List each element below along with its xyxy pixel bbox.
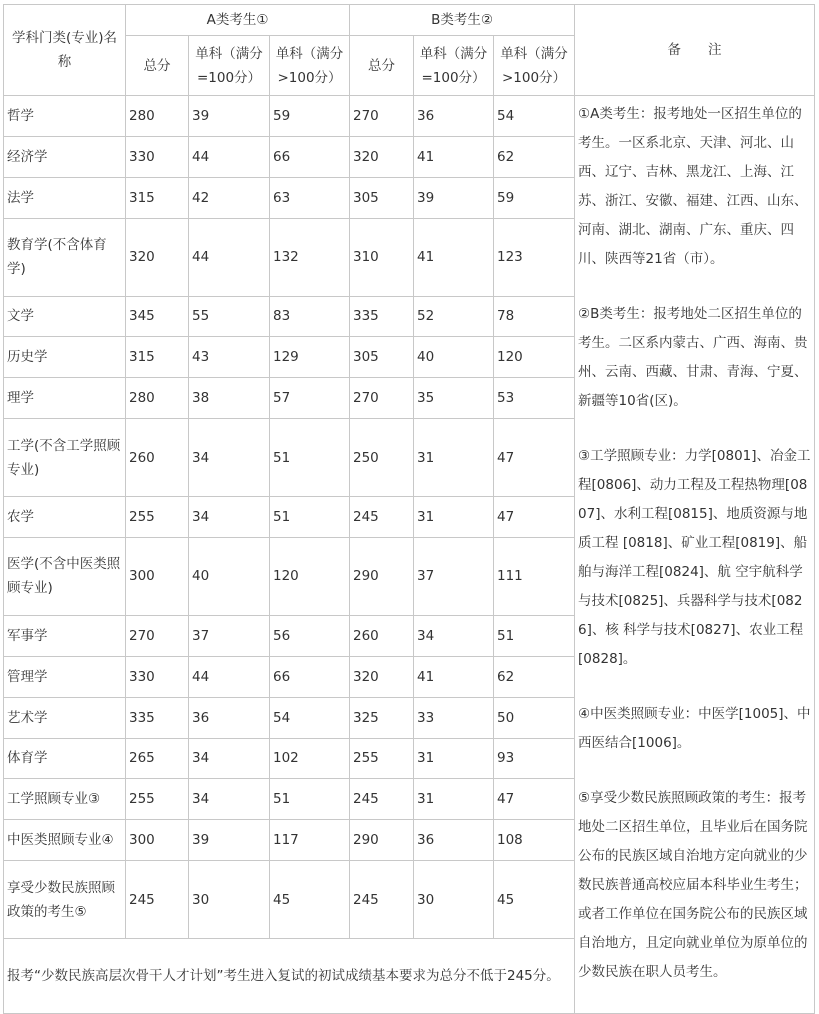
b-single-100-cell: 33 [414,697,494,738]
b-single-100-cell: 37 [414,537,494,615]
a-single-100-cell: 43 [189,337,270,378]
b-total-cell: 245 [350,497,414,538]
a-single-100-cell: 40 [189,537,270,615]
a-single-100-cell: 44 [189,136,270,177]
subject-cell: 工学(不含工学照顾专业) [4,419,126,497]
a-single-gt100-cell: 129 [270,337,350,378]
subject-cell: 教育学(不含体育学) [4,218,126,296]
a-total-cell: 315 [126,337,189,378]
score-table [3,4,815,1014]
subject-cell: 工学照顾专业③ [4,779,126,820]
a-single-gt100-cell: 120 [270,537,350,615]
table-row [4,96,815,137]
b-total-cell: 290 [350,820,414,861]
subject-cell: 医学(不含中医类照顾专业) [4,537,126,615]
remark-note: ③工学照顾专业：力学[0801]、冶金工程[0806]、动力工程及工程热物理[0807]、水利工程[0815]、地质资源与地质工程 [0818]、矿业工程[0819]、船舶与海洋工程[0824]、航 空宇航科学与技术[0825]、兵器科学与技术[0826]、核 科学与技术[0827]、农业工程[0828]。 [578,448,811,667]
b-single-gt100-cell: 53 [494,378,575,419]
a-single-100-cell: 34 [189,738,270,779]
b-total-cell: 260 [350,615,414,656]
header-a-single-100: 单科（满分=100分） [189,36,270,96]
b-total-cell: 245 [350,779,414,820]
a-single-100-cell: 55 [189,296,270,337]
header-subject: 学科门类(专业)名称 [4,5,126,96]
a-single-100-cell: 36 [189,697,270,738]
a-total-cell: 280 [126,96,189,137]
b-single-gt100-cell: 123 [494,218,575,296]
a-single-gt100-cell: 54 [270,697,350,738]
a-single-gt100-cell: 63 [270,177,350,218]
b-single-100-cell: 40 [414,337,494,378]
header-a-total: 总分 [126,36,189,96]
b-single-100-cell: 36 [414,820,494,861]
a-single-100-cell: 30 [189,861,270,939]
b-single-gt100-cell: 59 [494,177,575,218]
b-single-100-cell: 30 [414,861,494,939]
a-single-100-cell: 39 [189,96,270,137]
a-total-cell: 260 [126,419,189,497]
b-total-cell: 245 [350,861,414,939]
b-single-gt100-cell: 93 [494,738,575,779]
b-single-100-cell: 35 [414,378,494,419]
a-single-100-cell: 34 [189,497,270,538]
b-total-cell: 305 [350,337,414,378]
header-b-single-gt100: 单科（满分>100分） [494,36,575,96]
footer-note: 报考“少数民族高层次骨干人才计划”考生进入复试的初试成绩基本要求为总分不低于245分。 [4,939,575,1014]
subject-cell: 经济学 [4,136,126,177]
a-total-cell: 255 [126,779,189,820]
b-total-cell: 270 [350,378,414,419]
b-single-gt100-cell: 111 [494,537,575,615]
a-single-100-cell: 42 [189,177,270,218]
b-total-cell: 290 [350,537,414,615]
a-single-100-cell: 44 [189,218,270,296]
subject-cell: 农学 [4,497,126,538]
header-a-single-gt100: 单科（满分>100分） [270,36,350,96]
subject-cell: 艺术学 [4,697,126,738]
b-single-gt100-cell: 47 [494,497,575,538]
a-single-gt100-cell: 51 [270,779,350,820]
b-total-cell: 305 [350,177,414,218]
a-single-gt100-cell: 66 [270,136,350,177]
remark-note: ④中医类照顾专业：中医学[1005]、中西医结合[1006]。 [578,706,811,751]
a-single-gt100-cell: 51 [270,497,350,538]
a-total-cell: 300 [126,537,189,615]
a-total-cell: 280 [126,378,189,419]
a-total-cell: 245 [126,861,189,939]
b-single-gt100-cell: 50 [494,697,575,738]
b-total-cell: 255 [350,738,414,779]
subject-cell: 哲学 [4,96,126,137]
a-single-gt100-cell: 51 [270,419,350,497]
remark-note: ②B类考生：报考地处二区招生单位的考生。二区系内蒙古、广西、海南、贵州、云南、西藏、甘肃、青海、宁夏、新疆等10省(区)。 [578,306,808,409]
a-single-gt100-cell: 117 [270,820,350,861]
b-single-gt100-cell: 62 [494,656,575,697]
b-single-gt100-cell: 47 [494,779,575,820]
a-single-gt100-cell: 59 [270,96,350,137]
header-b-single-100: 单科（满分=100分） [414,36,494,96]
remark-note: ①A类考生：报考地处一区招生单位的考生。一区系北京、天津、河北、山西、辽宁、吉林、黑龙江、上海、江苏、浙江、安徽、福建、江西、山东、 河南、湖北、湖南、广东、重庆、四川、陕西等21省（市）。 [578,106,808,267]
b-single-100-cell: 31 [414,738,494,779]
b-single-100-cell: 41 [414,218,494,296]
a-single-100-cell: 38 [189,378,270,419]
b-single-100-cell: 31 [414,779,494,820]
b-single-100-cell: 36 [414,96,494,137]
subject-cell: 中医类照顾专业④ [4,820,126,861]
b-single-gt100-cell: 120 [494,337,575,378]
b-single-gt100-cell: 51 [494,615,575,656]
a-total-cell: 270 [126,615,189,656]
b-total-cell: 250 [350,419,414,497]
b-total-cell: 320 [350,656,414,697]
a-single-100-cell: 34 [189,419,270,497]
a-single-gt100-cell: 102 [270,738,350,779]
b-single-100-cell: 34 [414,615,494,656]
a-total-cell: 315 [126,177,189,218]
subject-cell: 管理学 [4,656,126,697]
b-total-cell: 335 [350,296,414,337]
a-total-cell: 320 [126,218,189,296]
b-single-100-cell: 39 [414,177,494,218]
b-total-cell: 270 [350,96,414,137]
subject-cell: 体育学 [4,738,126,779]
b-single-100-cell: 41 [414,656,494,697]
b-single-100-cell: 52 [414,296,494,337]
b-single-gt100-cell: 45 [494,861,575,939]
b-single-gt100-cell: 62 [494,136,575,177]
b-single-gt100-cell: 54 [494,96,575,137]
a-total-cell: 265 [126,738,189,779]
remarks-cell [575,96,815,1014]
b-total-cell: 325 [350,697,414,738]
a-total-cell: 330 [126,656,189,697]
subject-cell: 军事学 [4,615,126,656]
a-single-gt100-cell: 66 [270,656,350,697]
header-b-total: 总分 [350,36,414,96]
b-single-gt100-cell: 47 [494,419,575,497]
a-single-gt100-cell: 132 [270,218,350,296]
subject-cell: 历史学 [4,337,126,378]
b-single-gt100-cell: 78 [494,296,575,337]
subject-cell: 享受少数民族照顾政策的考生⑤ [4,861,126,939]
b-total-cell: 320 [350,136,414,177]
b-single-100-cell: 31 [414,419,494,497]
a-single-gt100-cell: 57 [270,378,350,419]
b-single-gt100-cell: 108 [494,820,575,861]
a-single-100-cell: 37 [189,615,270,656]
a-total-cell: 345 [126,296,189,337]
a-total-cell: 300 [126,820,189,861]
header-group-a: A类考生① [126,5,350,36]
subject-cell: 理学 [4,378,126,419]
subject-cell: 法学 [4,177,126,218]
a-total-cell: 330 [126,136,189,177]
a-total-cell: 335 [126,697,189,738]
subject-cell: 文学 [4,296,126,337]
b-single-100-cell: 41 [414,136,494,177]
b-total-cell: 310 [350,218,414,296]
a-total-cell: 255 [126,497,189,538]
b-single-100-cell: 31 [414,497,494,538]
header-remarks: 备 注 [575,5,815,96]
a-single-100-cell: 39 [189,820,270,861]
remark-note: ⑤享受少数民族照顾政策的考生：报考地处二区招生单位，且毕业后在国务院公布的民族区域自治地方定向就业的少数民族普通高校应届本科毕业生考生；或者工作单位在国务院公布的民族区域自治地方，且定向就业单位为原单位的少数民族在职人员考生。 [578,790,808,980]
a-single-100-cell: 44 [189,656,270,697]
a-single-100-cell: 34 [189,779,270,820]
header-group-b: B类考生② [350,5,575,36]
a-single-gt100-cell: 83 [270,296,350,337]
a-single-gt100-cell: 56 [270,615,350,656]
a-single-gt100-cell: 45 [270,861,350,939]
